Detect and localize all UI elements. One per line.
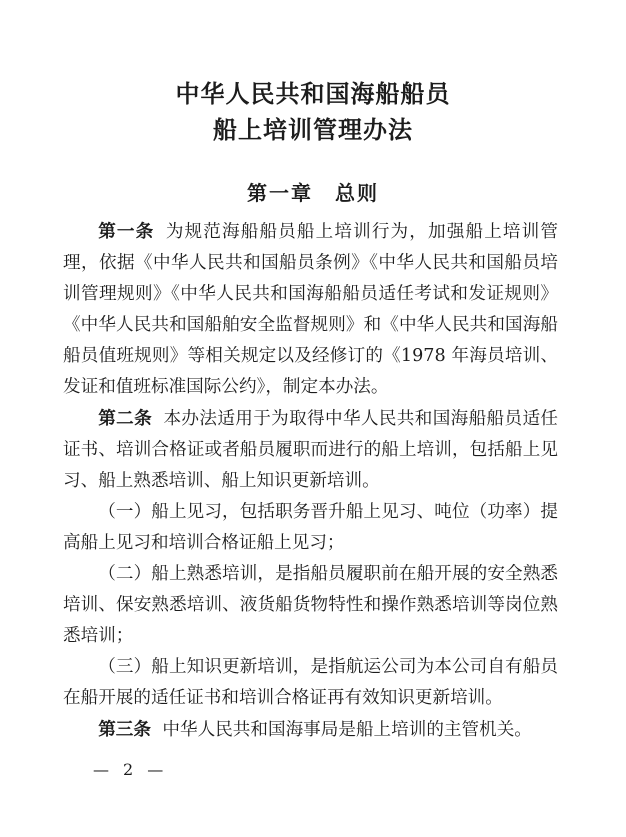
paragraph: 第一条 为规范海船船员船上培训行为，加强船上培训管理，依据《中华人民共和国船员条例》《中华人民共和国船员培训管理规则》《中华人民共和国海船船员适任考试和发证规则》《中华人民共和国船舶安全监督规则》和《中华人民共和国海船船员值班规则》等相关规定以及经修订的《1978 年海员培训、发证和值班标准国际公约》，制定本办法。	[63, 221, 558, 397]
article-number: 第一条	[98, 221, 155, 242]
paragraph: （三）船上知识更新培训，是指航运公司为本公司自有船员在船开展的适任证书和培训合格证再有效知识更新培训。	[63, 657, 558, 708]
paragraph: （一）船上见习，包括职务晋升船上见习、吨位（功率）提高船上见习和培训合格证船上见习；	[63, 502, 558, 553]
paragraph: 第二条 本办法适用于为取得中华人民共和国海船船员适任证书、培训合格证或者船员履职而进行的船上培训，包括船上见习、船上熟悉培训、船上知识更新培训。	[63, 408, 558, 491]
chapter-heading: 第一章 总则	[247, 181, 379, 205]
footer-dash-left: —	[93, 760, 109, 779]
page-footer	[93, 760, 163, 780]
article-number: 第二条	[98, 408, 153, 429]
page-number: 2	[123, 760, 134, 779]
document-title-line-2: 船上培训管理办法	[213, 115, 413, 144]
footer-dash-right: —	[147, 760, 164, 779]
document-body	[63, 216, 558, 746]
document-title-line-1: 中华人民共和国海船船员	[175, 79, 451, 108]
paragraph: （二）船上熟悉培训，是指船员履职前在船开展的安全熟悉培训、保安熟悉培训、液货船货物特性和操作熟悉培训等岗位熟悉培训；	[63, 564, 558, 646]
paragraph: 第三条 中华人民共和国海事局是船上培训的主管机关。	[98, 719, 532, 740]
article-number: 第三条	[98, 719, 151, 740]
document-title	[63, 76, 563, 148]
